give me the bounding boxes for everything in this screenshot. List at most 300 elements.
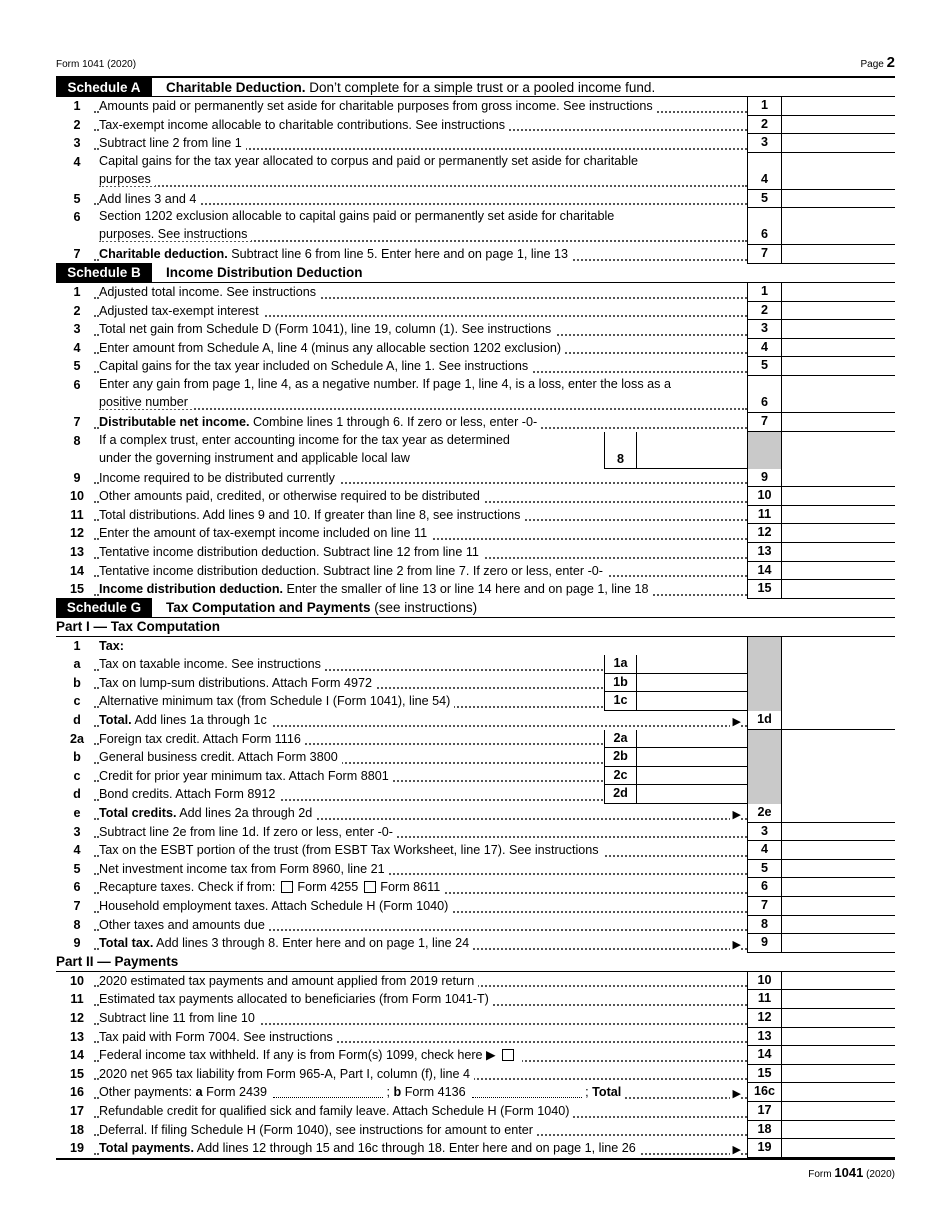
sched-g-p2-line-19-9 — [56, 1139, 895, 1158]
line-text: Adjusted tax-exempt interest — [99, 303, 259, 318]
line-text-continued: positive number — [99, 395, 192, 409]
line-amount-field[interactable] — [782, 302, 895, 321]
line-amount-field[interactable] — [782, 841, 895, 860]
line-amount-field[interactable] — [782, 245, 895, 264]
inner-box-label: 1c — [604, 692, 637, 711]
line-amount-field[interactable] — [782, 208, 895, 245]
sched-g-p1-line-b-6 — [56, 748, 895, 767]
line-text: Tax on the ESBT portion of the trust (from ESBT Tax Worksheet, line 17). See instructions — [99, 843, 599, 858]
line-description — [94, 339, 747, 358]
inner-amount-field[interactable] — [637, 674, 747, 693]
inner-entry-2b — [604, 748, 747, 767]
line-text: Other amounts paid, credited, or otherwise required to be distributed — [99, 489, 480, 504]
line-text: Income required to be distributed currently — [99, 470, 335, 485]
sched-b-line-12-11 — [56, 524, 895, 543]
form-4136-label: Form 4136 — [404, 1085, 466, 1100]
sched-a-line-4-3 — [56, 153, 895, 190]
line-box-label: 1 — [747, 97, 782, 116]
sched-g-p1-line-a-1 — [56, 655, 895, 674]
line-number: 7 — [73, 414, 81, 429]
inner-entry-1b — [604, 674, 747, 693]
line-description — [94, 878, 747, 897]
line-amount-field[interactable] — [782, 1046, 895, 1065]
line-text: Add lines 3 and 4 — [99, 191, 197, 206]
line-number: 12 — [69, 1010, 84, 1025]
line-amount-field[interactable] — [782, 1065, 895, 1084]
leader-dots — [99, 185, 747, 187]
line-bold-text: Total. — [99, 713, 132, 728]
line-amount-field[interactable] — [782, 97, 895, 116]
line-number: 1 — [73, 99, 81, 113]
line-description — [94, 823, 747, 842]
sched-b-line-7-6 — [56, 413, 895, 432]
line-box-label: 5 — [747, 860, 782, 879]
line-amount-field[interactable] — [782, 860, 895, 879]
line-amount-field — [782, 692, 895, 711]
line-box-label: 10 — [747, 487, 782, 506]
line-text: Total net gain from Schedule D (Form 1041), line 19, column (1). See instructions — [99, 322, 552, 337]
line-description — [94, 506, 747, 525]
line-amount-field[interactable] — [782, 711, 895, 730]
line-amount-field[interactable] — [782, 804, 895, 823]
line-text: Deferral. If filing Schedule H (Form 1040), see instructions for amount to enter — [99, 1122, 533, 1137]
arrow-icon: ▶ — [730, 713, 741, 730]
inner-amount-field[interactable] — [637, 432, 747, 469]
line-bold-text: Tax: — [99, 638, 124, 653]
line-description — [94, 916, 747, 935]
line-box-label: 7 — [747, 897, 782, 916]
line-number: 4 — [73, 340, 81, 355]
line-description — [94, 934, 747, 953]
line-box-label: 2 — [747, 116, 782, 135]
line-number: 9 — [73, 936, 81, 951]
line-text: Add lines 2a through 2d — [176, 806, 313, 821]
arrow-icon: ▶ — [730, 806, 741, 823]
line-number: 7 — [73, 247, 81, 262]
line-box-label: 13 — [747, 543, 782, 562]
line-description — [94, 841, 747, 860]
line-box-label: 12 — [747, 1009, 782, 1028]
page-number: Page 2 — [860, 54, 895, 71]
line-amount-field[interactable] — [782, 916, 895, 935]
line-amount-field[interactable] — [782, 972, 895, 991]
line-text: Amounts paid or permanently set aside for charitable purposes from gross income. See instructions — [99, 99, 653, 113]
line-number: 17 — [69, 1103, 84, 1118]
line-number: 5 — [73, 861, 81, 876]
leader-dots — [99, 408, 747, 410]
sched-g-p2-line-10-0 — [56, 972, 895, 991]
line-description — [94, 153, 747, 190]
sched-b-line-8-7 — [56, 432, 895, 469]
line-box-label — [747, 785, 782, 804]
line-number: 8 — [73, 433, 81, 448]
line-text: Foreign tax credit. Attach Form 1116 — [99, 731, 301, 746]
sched-g-p1-line-c-7 — [56, 767, 895, 786]
line-box-label: 13 — [747, 1028, 782, 1047]
line-number: 2 — [73, 117, 81, 132]
sched-a-line-3-2 — [56, 134, 895, 153]
line-description — [94, 97, 747, 116]
line-description — [94, 897, 747, 916]
sched-b-line-6-5 — [56, 376, 895, 413]
line-amount-field[interactable] — [782, 580, 895, 599]
part-2-lines — [56, 972, 895, 1158]
line-text: 2020 net 965 tax liability from Form 965-A, Part I, column (f), line 4 — [99, 1066, 470, 1081]
line-number: a — [73, 657, 81, 672]
line-amount-field[interactable] — [782, 1102, 895, 1121]
line-box-label — [747, 674, 782, 693]
line-amount-field[interactable] — [782, 116, 895, 135]
line-text: General business credit. Attach Form 3800 — [99, 750, 338, 765]
line-amount-field[interactable] — [782, 878, 895, 897]
line-box-label: 15 — [747, 1065, 782, 1084]
inner-amount-field[interactable] — [637, 692, 747, 711]
line-amount-field[interactable] — [782, 469, 895, 488]
line-number: 15 — [69, 1066, 84, 1081]
line-description — [94, 302, 747, 321]
inner-amount-field[interactable] — [637, 655, 747, 674]
schedule-b-tag: Schedule B — [56, 263, 152, 282]
line-box-label: 11 — [747, 990, 782, 1009]
line-description — [94, 1046, 747, 1065]
schedule-g-header — [56, 599, 895, 618]
line-amount-field[interactable] — [782, 562, 895, 581]
line-amount-field — [782, 748, 895, 767]
line-number: d — [73, 713, 81, 728]
line-box-label: 1d — [747, 711, 782, 730]
line-amount-field[interactable] — [782, 413, 895, 432]
line-text: Tax paid with Form 7004. See instructions — [99, 1029, 333, 1044]
line-text: Add lines 12 through 15 and 16c through 18. Enter here and on page 1, line 26 — [193, 1141, 636, 1156]
line-description — [94, 562, 747, 581]
inner-entry-8 — [604, 432, 747, 469]
form-8611-checkbox[interactable] — [364, 881, 376, 893]
line-bold-text: Total credits. — [99, 806, 177, 821]
line-number: 4 — [73, 154, 81, 169]
line-number: b — [73, 675, 81, 690]
sched-g-p1-line-d-8 — [56, 785, 895, 804]
line-bold-text: Charitable deduction. — [99, 247, 228, 262]
line-text: Capital gains for the tax year allocated to corpus and paid or permanently set aside for charitable — [99, 153, 639, 168]
sched-g-p1-line-d-4 — [56, 711, 895, 730]
line-amount-field[interactable] — [782, 506, 895, 525]
line-amount-field[interactable] — [782, 153, 895, 190]
line-box-label: 6 — [747, 878, 782, 897]
line-text: Other taxes and amounts due — [99, 917, 265, 932]
line-box-label — [747, 767, 782, 786]
line-box-label — [747, 637, 782, 656]
line-text: Enter any gain from page 1, line 4, as a negative number. If page 1, line 4, is a loss, enter the loss as a — [99, 376, 671, 391]
line-amount-field[interactable] — [782, 990, 895, 1009]
line-amount-field[interactable] — [782, 1139, 895, 1158]
line-box-label: 2 — [747, 302, 782, 321]
line-box-label: 6 — [747, 376, 782, 413]
line-text: Subtract line 2e from line 1d. If zero or less, enter -0- — [99, 824, 393, 839]
sched-b-line-1-0 — [56, 283, 895, 302]
line-box-label: 3 — [747, 823, 782, 842]
line-bold-text: Income distribution deduction. — [99, 582, 284, 597]
line-amount-field — [782, 767, 895, 786]
inner-amount-field[interactable] — [637, 767, 747, 786]
line-amount-field[interactable] — [782, 283, 895, 302]
line-number: 14 — [69, 563, 84, 578]
line-box-label: 1 — [747, 283, 782, 302]
line-number: 18 — [69, 1122, 84, 1137]
line-description — [94, 283, 747, 302]
line-box-label: 17 — [747, 1102, 782, 1121]
sched-b-line-10-9 — [56, 487, 895, 506]
line-number: 11 — [70, 507, 84, 522]
line-number: 6 — [73, 210, 81, 225]
inner-amount-field[interactable] — [637, 748, 747, 767]
inner-box-label: 2a — [604, 730, 637, 749]
inner-amount-field[interactable] — [637, 730, 747, 749]
line-text: Estimated tax payments allocated to beneficiaries (from Form 1041-T) — [99, 992, 489, 1007]
sched-g-p2-line-14-4 — [56, 1046, 895, 1065]
line-text: Subtract line 11 from line 10 — [99, 1010, 255, 1025]
schedule-g-title: Tax Computation and Payments (see instructions) — [166, 600, 478, 616]
line-bold-text: Total tax. — [99, 936, 154, 951]
line-amount-field — [782, 785, 895, 804]
line-amount-field[interactable] — [782, 543, 895, 562]
line-number: 5 — [73, 191, 81, 206]
sched-g-p2-line-15-5 — [56, 1065, 895, 1084]
line-number: c — [73, 768, 81, 783]
line-text: Section 1202 exclusion allocable to capital gains paid or permanently set aside for charitable — [99, 209, 615, 224]
line-text: Subtract line 6 from line 5. Enter here and on page 1, line 13 — [227, 247, 568, 262]
line-amount-field[interactable] — [782, 190, 895, 209]
line-description — [94, 1028, 747, 1047]
form-8611-label: Form 8611 — [380, 880, 441, 895]
line-box-label: 4 — [747, 153, 782, 190]
line-number: e — [73, 806, 81, 821]
footer-form-id: Form 1041 (2020) — [808, 1164, 895, 1180]
line-box-label: 9 — [747, 469, 782, 488]
line-text: Federal income tax withheld. If any is from Form(s) 1099, check here ▶ — [99, 1048, 496, 1063]
line-box-label: 18 — [747, 1121, 782, 1140]
line-text: Tax on lump-sum distributions. Attach Form 4972 — [99, 675, 372, 690]
line-box-label: 11 — [747, 506, 782, 525]
line-box-label: 16c — [747, 1083, 782, 1102]
sched-g-p2-line-12-2 — [56, 1009, 895, 1028]
inner-box-label: 1b — [604, 674, 637, 693]
line-number: 14 — [69, 1048, 84, 1063]
line-text: Add lines 3 through 8. Enter here and on page 1, line 24 — [153, 936, 470, 951]
line-box-label: 7 — [747, 245, 782, 264]
inner-box-label: 1a — [604, 655, 637, 674]
line-description — [94, 1065, 747, 1084]
inner-entry-1a — [604, 655, 747, 674]
line-number: 3 — [73, 136, 81, 151]
form-4255-label: Form 4255 — [297, 880, 359, 895]
line-box-label: 14 — [747, 562, 782, 581]
line-description — [94, 245, 747, 264]
line-text: Enter the smaller of line 13 or line 14 here and on page 1, line 18 — [283, 582, 649, 597]
line-number: c — [73, 694, 81, 709]
line-amount-field[interactable] — [782, 934, 895, 953]
line-text-continued: purposes. See instructions — [99, 227, 251, 241]
line-description — [94, 357, 747, 376]
line-description — [94, 190, 747, 209]
line-description — [94, 1139, 747, 1158]
line-description — [94, 972, 747, 991]
line-description — [94, 543, 747, 562]
inner-entry-1c — [604, 692, 747, 711]
line-number: 12 — [69, 526, 84, 541]
line-amount-field[interactable] — [782, 524, 895, 543]
inner-entry-2a — [604, 730, 747, 749]
line-text: Tentative income distribution deduction. Subtract line 2 from line 7. If zero or less, enter -0- — [99, 563, 603, 578]
line-amount-field[interactable] — [782, 487, 895, 506]
line-text: Adjusted total income. See instructions — [99, 284, 317, 299]
line-amount-field[interactable] — [782, 823, 895, 842]
form-2439-label: Form 2439 — [206, 1085, 268, 1100]
line-text: Enter the amount of tax-exempt income included on line 11 — [99, 526, 428, 541]
schedule-a-lines — [56, 97, 895, 264]
line-16b-label: b — [393, 1085, 402, 1100]
arrow-icon: ▶ — [730, 1141, 741, 1158]
inner-box-label: 2c — [604, 767, 637, 786]
line-text: Subtract line 2 from line 1 — [99, 136, 242, 151]
line-box-label: 8 — [747, 916, 782, 935]
line-box-label — [747, 432, 782, 469]
part-1-title: Part I — Tax Computation — [56, 618, 895, 637]
sched-g-p2-line-16-6 — [56, 1083, 895, 1102]
sched-g-p1-line-8-15 — [56, 916, 895, 935]
sched-g-p1-line-4-11 — [56, 841, 895, 860]
schedule-a-header — [56, 78, 895, 97]
line-amount-field[interactable] — [782, 1121, 895, 1140]
line-description — [94, 860, 747, 879]
line-description — [94, 208, 747, 245]
line-box-label: 9 — [747, 934, 782, 953]
line-description — [94, 990, 747, 1009]
form-1099-checkbox[interactable] — [502, 1049, 514, 1061]
line-text: Refundable credit for qualified sick and family leave. Attach Schedule H (Form 1040) — [99, 1103, 570, 1118]
line-amount-field[interactable] — [782, 134, 895, 153]
line-amount-field[interactable] — [782, 1083, 895, 1102]
total-label: Total — [592, 1085, 622, 1100]
line-number: b — [73, 750, 81, 765]
line-text: Enter amount from Schedule A, line 4 (minus any allocable section 1202 exclusion) — [99, 340, 562, 355]
line-text: Credit for prior year minimum tax. Attach Form 8801 — [99, 768, 389, 783]
part-2-title: Part II — Payments — [56, 953, 895, 972]
arrow-icon: ▶ — [730, 936, 741, 953]
line-number: 2a — [69, 731, 84, 746]
line-description — [94, 469, 747, 488]
form-4136-field[interactable] — [472, 1086, 582, 1098]
line-number: 10 — [69, 489, 84, 504]
inner-box-label: 2b — [604, 748, 637, 767]
line-number: 4 — [73, 843, 81, 858]
sched-b-line-5-4 — [56, 357, 895, 376]
schedule-b-header — [56, 264, 895, 283]
line-amount-field[interactable] — [782, 897, 895, 916]
line-number: 6 — [73, 377, 81, 392]
sched-g-p1-line-c-3 — [56, 692, 895, 711]
form-2439-field[interactable] — [273, 1086, 383, 1098]
line-text-continued: under the governing instrument and applicable local law — [99, 451, 414, 465]
line-box-label: 3 — [747, 134, 782, 153]
part-1-lines — [56, 637, 895, 953]
line-number: 2 — [73, 303, 81, 318]
line-box-label — [747, 730, 782, 749]
line-text: Other payments: — [99, 1085, 193, 1100]
sched-b-line-9-8 — [56, 469, 895, 488]
line-amount-field — [782, 637, 895, 656]
line-text: Recapture taxes. Check if from: — [99, 880, 276, 895]
line-number: 19 — [69, 1141, 84, 1156]
line-text: If a complex trust, enter accounting income for the tax year as determined — [99, 432, 510, 447]
line-number: d — [73, 787, 81, 802]
line-box-label: 5 — [747, 190, 782, 209]
inner-entry-2d — [604, 785, 747, 804]
line-text: Tax on taxable income. See instructions — [99, 657, 321, 672]
inner-amount-field[interactable] — [637, 785, 747, 804]
sched-g-p1-line-7-14 — [56, 897, 895, 916]
line-amount-field[interactable] — [782, 1028, 895, 1047]
arrow-icon: ▶ — [730, 1085, 741, 1102]
line-box-label: 7 — [747, 413, 782, 432]
sched-g-p1-line-b-2 — [56, 674, 895, 693]
line-bold-text: Total payments. — [99, 1141, 194, 1156]
line-number: 16 — [69, 1085, 84, 1100]
line-box-label — [747, 748, 782, 767]
line-box-label — [747, 655, 782, 674]
line-amount-field — [782, 674, 895, 693]
sched-a-line-1-0 — [56, 97, 895, 116]
line-description — [94, 1009, 747, 1028]
line-text: Add lines 1a through 1c — [131, 713, 267, 728]
sched-b-line-4-3 — [56, 339, 895, 358]
line-text: Combine lines 1 through 6. If zero or less, enter -0- — [249, 414, 538, 429]
line-box-label: 15 — [747, 580, 782, 599]
line-box-label: 19 — [747, 1139, 782, 1158]
line-number: 13 — [69, 544, 84, 559]
line-amount-field[interactable] — [782, 339, 895, 358]
sched-g-p1-line-5-12 — [56, 860, 895, 879]
form-page — [56, 54, 895, 1180]
line-description — [94, 413, 747, 432]
line-box-label — [747, 692, 782, 711]
page-header — [56, 54, 895, 76]
line-amount-field[interactable] — [782, 1009, 895, 1028]
line-text-continued: purposes — [99, 172, 155, 186]
line-text: Tax-exempt income allocable to charitable contributions. See instructions — [99, 117, 506, 132]
line-number: 15 — [69, 582, 84, 597]
page-footer — [56, 1158, 895, 1180]
line-description — [94, 580, 747, 599]
line-amount-field[interactable] — [782, 376, 895, 413]
line-number: 8 — [73, 917, 81, 932]
line-text: Total distributions. Add lines 9 and 10. If greater than line 8, see instructions — [99, 507, 521, 522]
schedule-b-title: Income Distribution Deduction — [166, 265, 363, 281]
line-box-label: 10 — [747, 972, 782, 991]
schedule-a-tag: Schedule A — [56, 78, 152, 97]
sched-g-p1-line-3-10 — [56, 823, 895, 842]
line-box-label: 5 — [747, 357, 782, 376]
line-16a-label: a — [195, 1085, 203, 1100]
schedule-a-title: Charitable Deduction. Don’t complete for a simple trust or a pooled income fund. — [166, 79, 656, 95]
line-amount-field[interactable] — [782, 320, 895, 339]
form-4255-checkbox[interactable] — [281, 881, 293, 893]
sched-b-line-3-2 — [56, 320, 895, 339]
line-number: 5 — [73, 359, 81, 374]
inner-entry-2c — [604, 767, 747, 786]
line-description — [94, 487, 747, 506]
line-amount-field[interactable] — [782, 357, 895, 376]
schedule-g-tag: Schedule G — [56, 598, 152, 617]
